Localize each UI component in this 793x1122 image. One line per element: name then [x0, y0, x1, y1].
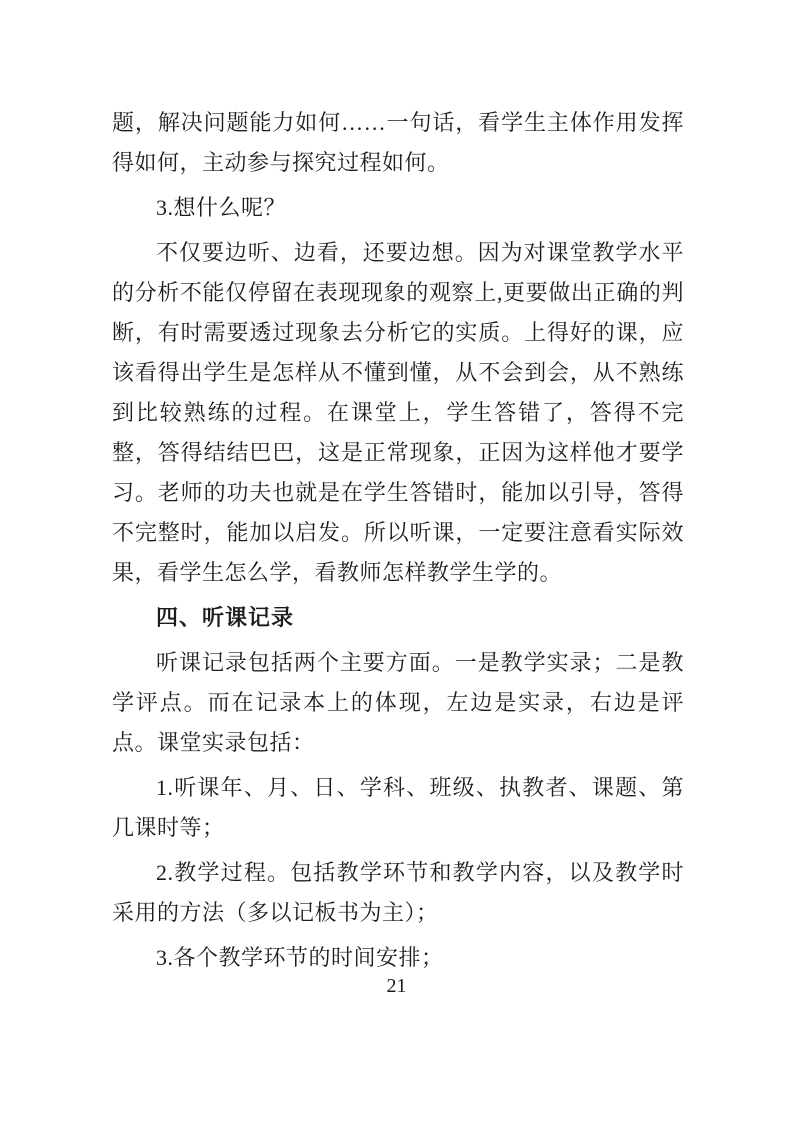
list-item-2: 2.教学过程。包括教学环节和教学内容，以及教学时采用的方法（多以记板书为主）； [112, 860, 684, 925]
page-number: 21 [386, 975, 407, 997]
paragraph-continuation: 题，解决问题能力如何……一句话，看学生主体作用发挥得如何，主动参与探究过程如何。 [112, 110, 684, 175]
paragraph-body: 听课记录包括两个主要方面。一是教学实录；二是教学评点。而在记录本上的体现，左边是实录，右边是评点。课堂实录包括： [112, 650, 684, 755]
list-item-3: 3.各个教学环节的时间安排； [156, 945, 444, 970]
paragraph-question-3: 3.想什么呢？ [156, 195, 287, 220]
paragraph-body: 不仅要边听、边看，还要边想。因为对课堂教学水平的分析不能仅停留在表现现象的观察上,更要做出正确的判断，有时需要透过现象去分析它的实质。上得好的课，应该看得出学生是怎样从不懂到懂，从不会到会，从不熟练到比较熟练的过程。在课堂上，学生答错了，答得不完整，答得结结巴巴，这是正常现象，正因为这样他才要学习。老师的功夫也就是在学生答错时，能加以引导，答得不完整时，能加以启发。所以听课，一定要注意看实际效果，看学生怎么学，看教师怎样教学生学的。 [112, 240, 684, 585]
section-heading: 四、听课记录 [156, 605, 295, 630]
list-item-1: 1.听课年、月、日、学科、班级、执教者、课题、第几课时等； [112, 775, 684, 840]
document-body [112, 98, 684, 983]
